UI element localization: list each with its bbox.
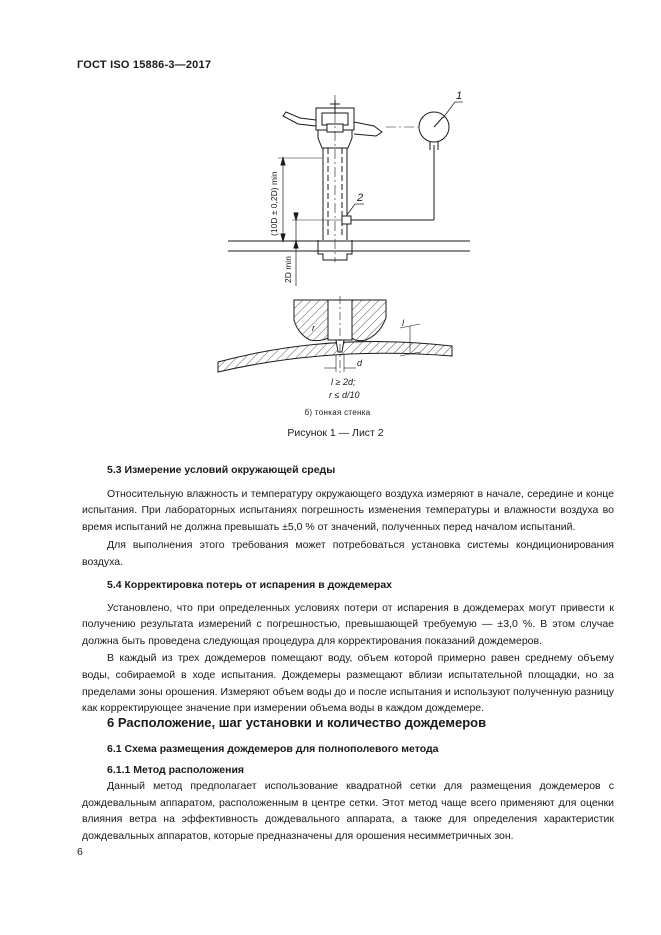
paragraph: Относительную влажность и температуру окружающего воздуха измеряют в начале, середине и конце испытания. При лабораторных испытаниях погрешность изменения температуры и влажности воздуха во время испытаний не должна превышать ±5,0 % от значений, полученных перед началом испытаний. bbox=[82, 487, 614, 533]
condition-1: l ≥ 2d; bbox=[331, 377, 356, 387]
condition-2: r ≤ d/10 bbox=[329, 390, 360, 400]
section-heading-6-1-1: 6.1.1 Метод расположения bbox=[107, 763, 245, 776]
page-number: 6 bbox=[77, 846, 83, 858]
document-header: ГОСТ ISO 15886-3—2017 bbox=[77, 59, 212, 71]
section-heading-5-4: 5.4 Корректировка потерь от испарения в дождемерах bbox=[107, 579, 393, 591]
paragraph: В каждый из трех дождемеров помещают воду, объем которой примерно равен среднему объему воды, собираемой в ходе испытания. Дождемеры размещают вблизи испытательной площадки, но за пределами зоны орошения. Измеряют объем воды до и после испытания и используют полученную разницу как корректирующее значение при измерении объема воды в каждом дождемере. bbox=[82, 652, 614, 715]
section-heading-6-1: 6.1 Схема размещения дождемеров для полнополевого метода bbox=[107, 743, 439, 755]
figure-diagram bbox=[0, 0, 661, 440]
figure-caption: Рисунок 1 — Лист 2 bbox=[287, 427, 384, 439]
section-5-3 bbox=[82, 462, 614, 571]
figure-subcaption: б) тонкая стенка bbox=[304, 408, 371, 417]
section-5-4 bbox=[82, 577, 614, 717]
pipe-assembly-drawing bbox=[228, 95, 470, 286]
thin-wall-detail-drawing bbox=[218, 296, 452, 376]
section-heading-5-3: 5.3 Измерение условий окружающей среды bbox=[107, 464, 336, 476]
label-diameter: d bbox=[357, 358, 363, 368]
callout-label-2: 2 bbox=[357, 192, 364, 204]
dimension-label-bottom: 2D min bbox=[283, 256, 293, 283]
paragraph: Данный метод предполагает использование квадратной сетки для размещения дождемеров с дождевальным аппаратом, расположенным в центре сетки. Этот метод чаще всего применяют для оценки влияния ветра на эффективность дождевального аппарата, а также для определения характеристик дождевальных аппаратов, которые предназначены для орошения несимметричных зон. bbox=[82, 780, 614, 842]
paragraph: Для выполнения этого требования может потребоваться установка системы кондиционирования воздуха. bbox=[82, 539, 614, 568]
label-radius: r bbox=[312, 323, 315, 333]
callout-label-1: 1 bbox=[456, 90, 463, 102]
dimension-label-height: (10D ± 0,2D) min bbox=[269, 171, 279, 236]
section-heading-6: 6 Расположение, шаг установки и количество дождемеров bbox=[107, 715, 487, 730]
paragraph: Установлено, что при определенных условиях потери от испарения в дождемерах могут привести к получению результата измерений с погрешностью, превышающей требуемую — ±3,0 %. В этом случае должна быть проведена следующая процедура для корректирования показаний дождемеров. bbox=[82, 601, 614, 647]
label-length: l bbox=[402, 318, 404, 328]
section-6-1 bbox=[82, 741, 614, 845]
